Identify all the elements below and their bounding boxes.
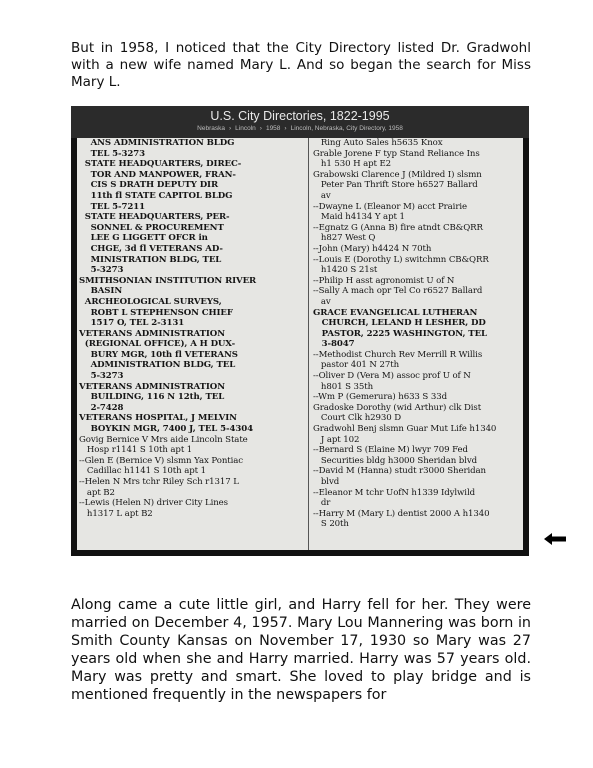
directory-entry-line: Gradoske Dorothy (wid Arthur) clk Dist [313, 402, 482, 413]
directory-entry-line: --Glen E (Bernice V) slsmn Yax Pontiac [79, 455, 244, 466]
directory-entry-line: BOYKIN MGR, 7400 J, TEL 5-4304 [79, 424, 253, 435]
directory-entry-line: h801 S 35th [313, 381, 374, 392]
directory-entry-line: GRACE EVANGELICAL LUTHERAN [313, 307, 478, 318]
directory-entry-line: h827 West Q [313, 233, 376, 244]
directory-entry-line: 2-7428 [79, 402, 124, 413]
directory-entry-line: TOR AND MANPOWER, FRAN- [79, 169, 236, 180]
directory-entry-line: ANS ADMINISTRATION BLDG [79, 138, 235, 148]
directory-entry-line: 3-8047 [313, 339, 355, 350]
breadcrumb: Nebraska › Lincoln › 1958 › Lincoln, Nebraska, City Directory, 1958 [197, 125, 403, 132]
intro-paragraph: But in 1958, I noticed that the City Directory listed Dr. Gradwohl with a new wife named Mary L. And so began the search for Miss Mary L. [71, 40, 531, 90]
directory-entry-line: --Philip H asst agronomist U of N [313, 275, 455, 286]
directory-entry-line: --Sally A mach opr Tel Co r6527 Ballard [313, 286, 483, 297]
directory-entry-line: h1420 S 21st [313, 265, 378, 276]
column-divider [308, 138, 309, 550]
directory-entry-line: Grable Jorene F typ Stand Reliance Ins [313, 148, 480, 159]
directory-entry-line: --Wm P (Gemerura) h633 S 33d [313, 392, 447, 403]
directory-entry-line: SMITHSONIAN INSTITUTION RIVER [79, 275, 257, 286]
scan-title: U.S. City Directories, 1822-1995 [210, 109, 390, 123]
directory-entry-line: av [313, 190, 331, 201]
directory-entry-line: VETERANS HOSPITAL, J MELVIN [79, 413, 237, 424]
directory-entry-line: Court Clk h2930 D [313, 413, 402, 424]
directory-entry-line: 11th fl STATE CAPITOL BLDG [79, 190, 233, 201]
directory-entry-line: STATE HEADQUARTERS, DIREC- [79, 159, 242, 170]
breadcrumb-state[interactable]: Nebraska [197, 125, 225, 132]
directory-entry-line: CHURCH, LELAND H LESHER, DD [313, 318, 486, 329]
scan-header [71, 106, 529, 138]
directory-entry-line: --Bernard S (Elaine M) lwyr 709 Fed [313, 445, 468, 456]
directory-entry-line: Govig Bernice V Mrs aide Lincoln State [79, 434, 248, 445]
directory-entry-line: CIS S DRATH DEPUTY DIR [79, 180, 219, 191]
directory-entry-line: 5-3273 [79, 371, 124, 382]
directory-entry-line: CHGE, 3d fl VETERANS AD- [79, 243, 223, 254]
directory-entry-line: --Eleanor M tchr UofN h1339 Idylwild [313, 487, 475, 498]
breadcrumb-year[interactable]: 1958 [265, 125, 281, 132]
directory-entry-line: dr [313, 498, 331, 509]
directory-entry-line: Grabowski Clarence J (Mildred I) slsmn [313, 169, 482, 180]
directory-entry-line: STATE HEADQUARTERS, PER- [79, 212, 230, 223]
directory-entry-line: --Lewis (Helen N) driver City Lines [79, 498, 228, 509]
directory-entry-line: --Oliver D (Vera M) assoc prof U of N [313, 371, 471, 382]
directory-entry-line: Gradwohl Benj slsmn Guar Mut Life h1340 [313, 424, 497, 435]
directory-entry-line: Cadillac h1141 S 10th apt 1 [79, 466, 206, 477]
directory-entry-line: --David M (Hanna) studt r3000 Sheridan [313, 466, 486, 477]
pointer-arrow-icon [544, 533, 566, 545]
directory-entry-line: 5-3273 [79, 265, 124, 276]
directory-entry-line: (REGIONAL OFFICE), A H DUX- [79, 339, 236, 350]
directory-entry-line: blvd [313, 477, 340, 487]
directory-right-column [313, 138, 523, 550]
directory-page [77, 138, 523, 550]
directory-entry-line: --Helen N Mrs tchr Riley Sch r1317 L [79, 477, 239, 487]
directory-entry-line: --Harry M (Mary L) dentist 2000 A h1340 [313, 508, 490, 519]
directory-entry-line: SONNEL & PROCUREMENT [79, 222, 224, 233]
directory-entry-line: LEE G LIGGETT OFCR in [79, 233, 208, 244]
directory-left-column [79, 138, 307, 550]
directory-entry-line: ADMINISTRATION BLDG, TEL [79, 360, 236, 371]
directory-entry-line: --Louis E (Dorothy L) switchmn CB&QRR [313, 254, 489, 265]
directory-entry-line: av [313, 296, 331, 307]
directory-entry-line: Securities bldg h3000 Sheridan blvd [313, 455, 477, 466]
directory-entry-line: pastor 401 N 27th [313, 360, 400, 371]
directory-entry-line: h1317 L apt B2 [79, 508, 153, 519]
story-paragraph: Along came a cute little girl, and Harry fell for her. They were married on December 4, 1957. Mary Lou Mannering was born in Smith County Kansas on November 17, 1930 so Mary was 27 years old when she and Harry married. Harry was 57 years old. Mary was pretty and smart. She loved to play bridge and is mentioned frequently in the newspapers for [71, 597, 531, 703]
directory-entry-line: 1517 O, TEL 2-3131 [79, 318, 185, 329]
directory-entry-line: apt B2 [79, 487, 115, 498]
directory-entry-line: Ring Auto Sales h5635 Knox [313, 138, 443, 148]
directory-entry-line: BURY MGR, 10th fl VETERANS [79, 349, 238, 360]
directory-entry-line: --John (Mary) h4424 N 70th [313, 243, 432, 254]
directory-entry-line: PASTOR, 2225 WASHINGTON, TEL [313, 328, 487, 339]
city-directory-scan [71, 106, 529, 556]
directory-entry-line: ROBT L STEPHENSON CHIEF [79, 307, 233, 318]
directory-entry-line: ARCHEOLOGICAL SURVEYS, [79, 296, 222, 307]
directory-entry-line: VETERANS ADMINISTRATION [79, 381, 225, 392]
directory-entry-line: --Dwayne L (Eleanor M) acct Prairie [313, 201, 467, 212]
directory-entry-line: BASIN [79, 286, 123, 297]
directory-entry-line: J apt 102 [313, 434, 360, 445]
directory-entry-line: Maid h4134 Y apt 1 [313, 212, 405, 223]
directory-entry-line: BUILDING, 116 N 12th, TEL [79, 392, 225, 403]
breadcrumb-city[interactable]: Lincoln [235, 125, 256, 132]
breadcrumb-directory[interactable]: Lincoln, Nebraska, City Directory, 1958 [290, 125, 403, 132]
directory-entry-line: h1 530 H apt E2 [313, 159, 392, 170]
directory-entry-line: TEL 5-7211 [79, 201, 146, 212]
directory-entry-line: --Egnatz G (Anna B) fire atndt CB&QRR [313, 222, 483, 233]
directory-entry-line: S 20th [313, 519, 349, 530]
directory-entry-line: Peter Pan Thrift Store h6527 Ballard [313, 180, 478, 191]
directory-entry-line: MINISTRATION BLDG, TEL [79, 254, 222, 265]
directory-entry-line: VETERANS ADMINISTRATION [79, 328, 225, 339]
directory-entry-line: --Methodist Church Rev Merrill R Willis [313, 349, 483, 360]
directory-entry-line: Hosp r1141 S 10th apt 1 [79, 445, 193, 456]
directory-entry-line: TEL 5-3273 [79, 148, 146, 159]
